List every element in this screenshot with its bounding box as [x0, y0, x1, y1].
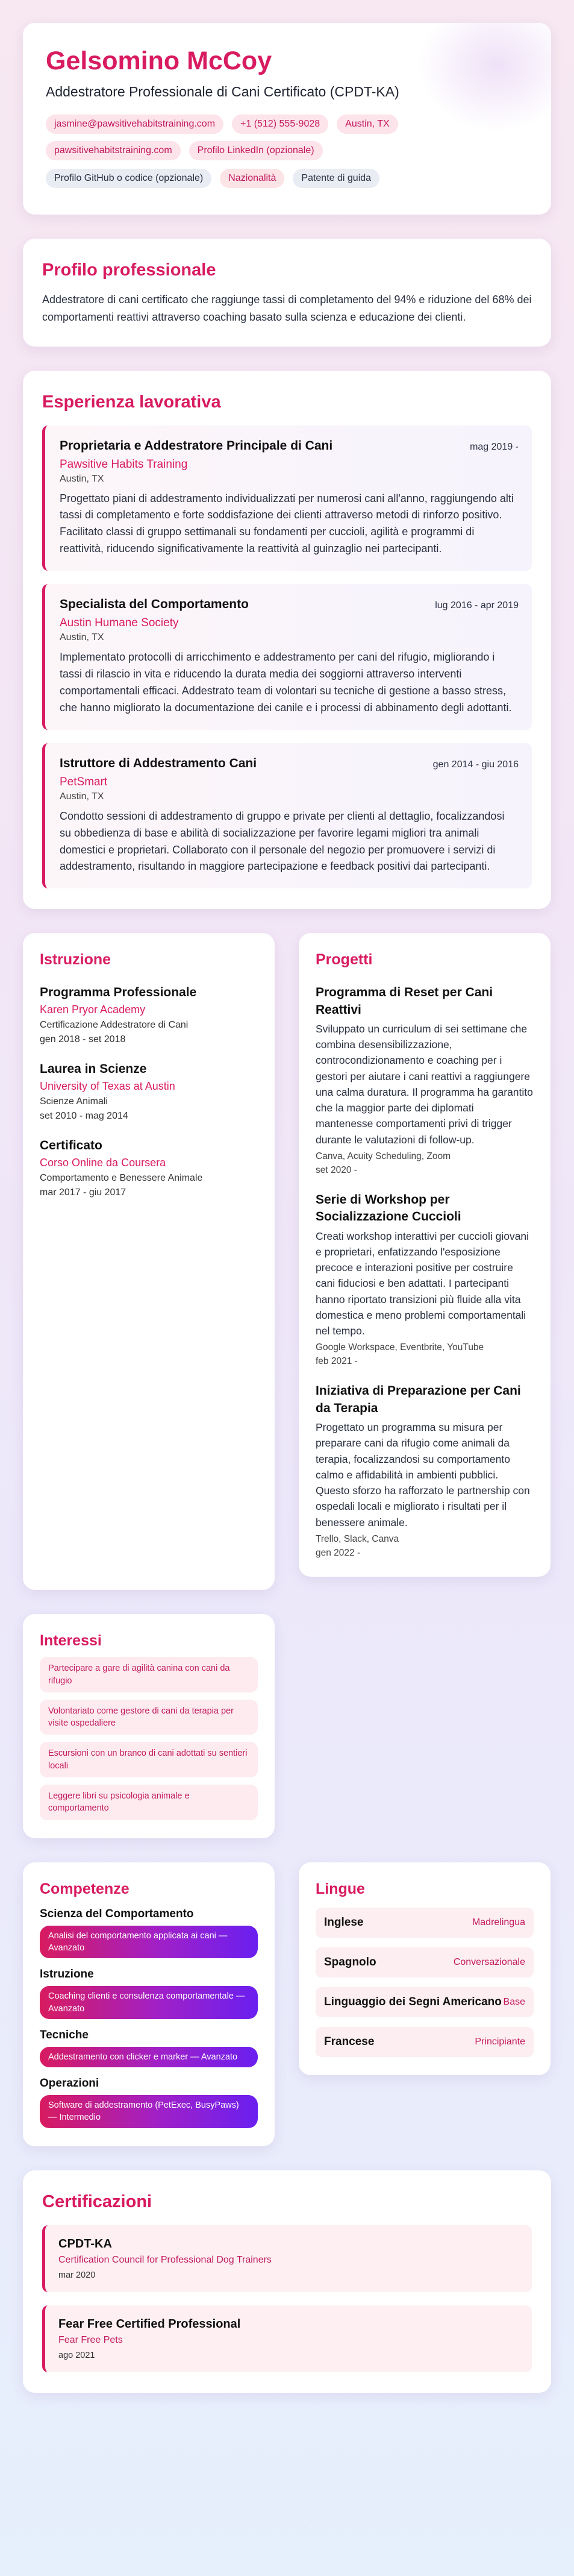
language-item [316, 2027, 534, 2057]
project-entry [316, 1383, 534, 1558]
interests-row [23, 1614, 551, 1838]
education-entry [40, 985, 258, 1045]
extra-chips [46, 169, 528, 188]
candidate-name: Gelsomino McCoy [46, 46, 272, 75]
job-company: Pawsitive Habits Training [60, 457, 188, 471]
header-card [23, 23, 551, 215]
certification-name: Fear Free Certified Professional [58, 2317, 241, 2331]
job-dates: gen 2014 - giu 2016 [432, 759, 519, 770]
language-item [316, 1987, 534, 2017]
skill-category: Scienza del Comportamento [40, 1907, 194, 1920]
job-location: Austin, TX [60, 473, 104, 484]
skill-group [40, 2077, 258, 2128]
project-description: Creati workshop interattivi per cuccioli giovani e proprietari, enfatizzando l'esposizione precoce e interazioni positive per costruire cani fiduciosi e ben adattati. I partecipanti hanno riportato transizioni più fluide alla vita domestica e meno problemi comportamentali nel tempo. [316, 1230, 529, 1337]
education-degree: Laurea in Scienze [40, 1062, 147, 1076]
language-item [316, 1947, 534, 1978]
skill-pill: Addestramento con clicker e marker — Avanzato [40, 2047, 258, 2067]
languages-section [299, 1862, 551, 2075]
skill-pill: Coaching clienti e consulenza comportamentale — Avanzato [40, 1986, 258, 2019]
github-chip[interactable]: Profilo GitHub o codice (opzionale) [46, 169, 211, 188]
education-field: Comportamento e Benessere Animale [40, 1173, 203, 1184]
certifications-title: Certificazioni [42, 2191, 152, 2211]
certifications-section [23, 2170, 551, 2393]
certification-date: ago 2021 [58, 2350, 95, 2360]
education-entry [40, 1139, 258, 1198]
interest-item: Leggere libri su psicologia animale e comportamento [40, 1785, 258, 1820]
education-dates: mar 2017 - giu 2017 [40, 1187, 126, 1198]
language-level: Conversazionale [453, 1956, 525, 1967]
summary-text: Addestratore di cani certificato che raggiunge tassi di completamento del 94% e riduzione del 68% dei comportamenti reattivi attraverso coaching basato sulla scienza e educazione dei clienti. [42, 294, 532, 323]
skills-languages-row [23, 1862, 551, 2146]
projects-section [299, 933, 551, 1577]
email-chip[interactable]: jasmine@pawsitivehabitstraining.com [46, 115, 223, 134]
nationality-chip: Nazionalità [220, 169, 284, 188]
skills-section [23, 1862, 275, 2146]
language-level: Base [503, 1996, 525, 2007]
education-projects-row [23, 933, 551, 1590]
skill-category: Tecniche [40, 2028, 89, 2041]
skill-category: Istruzione [40, 1968, 94, 1981]
language-name: Francese [324, 2035, 375, 2048]
project-tech: Google Workspace, Eventbrite, YouTube [316, 1342, 484, 1353]
job-description: Condotto sessioni di addestramento di gruppo e private per clienti al dettaglio, focalizzandosi su obbedienza di base e abilità di socializzazione per favorire legami migliori tra animali domestici e proprietari. Collaborato con il personale del negozio per promuovere i servizi di addestramento, risultando in maggiore partecipazione e feedback positivi dai partecipanti. [60, 809, 505, 873]
project-dates: set 2020 - [316, 1164, 357, 1175]
linkedin-chip[interactable]: Profilo LinkedIn (opzionale) [189, 141, 323, 160]
project-tech: Trello, Slack, Canva [316, 1533, 399, 1544]
job-entry [42, 743, 532, 889]
job-entry [42, 584, 532, 730]
education-field: Certificazione Addestratore di Cani [40, 1020, 189, 1031]
phone-chip[interactable]: +1 (512) 555-9028 [232, 115, 328, 134]
job-title: Proprietaria e Addestratore Principale di Cani [60, 438, 333, 453]
job-dates: lug 2016 - apr 2019 [435, 600, 519, 611]
certification-issuer: Certification Council for Professional Dog Trainers [58, 2254, 272, 2265]
language-name: Inglese [324, 1915, 364, 1929]
education-section [23, 933, 275, 1590]
interest-item: Volontariato come gestore di cani da terapia per visite ospedaliere [40, 1700, 258, 1735]
job-description: Implementato protocolli di arricchimento e addestramento per cani del rifugio, migliorando i tassi di rilascio in vita e riducendo la durata media dei soggiorni attraverso interventi comportamentali efficaci. Addestrato team di volontari su tecniche di gestione a basso stress, che hanno migliorato la documentazione dei canile e i processi di abbinamento degli adottanti. [60, 651, 512, 714]
education-school: Corso Online da Coursera [40, 1157, 166, 1169]
skills-title: Competenze [40, 1880, 129, 1897]
job-description: Progettato piani di addestramento individualizzati per numerosi cani all'anno, raggiungendo alti tassi di completamento e forte soddisfazione dei clienti attraverso metodi di rinforzo positivo. Facilitato classi di gruppo settimanali su fondamenti per cuccioli, agilità e programmi di reattività, riducendo significativamente la reattività al guinzaglio nei partecipanti. [60, 492, 514, 555]
summary-title: Profilo professionale [42, 260, 216, 280]
job-company: Austin Humane Society [60, 617, 179, 630]
job-dates: mag 2019 - [470, 441, 519, 452]
candidate-title: Addestratore Professionale di Cani Certificato (CPDT-KA) [46, 84, 399, 100]
project-dates: feb 2021 - [316, 1356, 358, 1367]
project-description: Progettato un programma su misura per preparare cani da rifugio come animali da terapia, focalizzandosi su comportamento calmo e affidabilità in ambienti pubblici. Questo sforzo ha rafforzato le partnership con ospedali locali e migliorato i risultati per il benessere animale. [316, 1421, 530, 1528]
language-level: Madrelingua [472, 1917, 525, 1927]
education-degree: Programma Professionale [40, 985, 197, 1000]
location-chip: Austin, TX [337, 115, 398, 134]
project-entry [316, 984, 534, 1176]
skill-category: Operazioni [40, 2077, 99, 2090]
summary-section [23, 239, 551, 347]
certification-entry [42, 2305, 532, 2372]
job-title: Specialista del Comportamento [60, 597, 249, 612]
job-company: PetSmart [60, 775, 108, 788]
skill-group [40, 1908, 258, 1959]
skill-pill: Software di addestramento (PetExec, BusyPaws) — Intermedio [40, 2095, 258, 2128]
interest-item: Partecipare a gare di agilità canina con cani da rifugio [40, 1657, 258, 1692]
interests-section [23, 1614, 275, 1838]
project-tech: Canva, Acuity Scheduling, Zoom [316, 1151, 451, 1161]
experience-section [23, 371, 551, 909]
language-name: Linguaggio dei Segni Americano [324, 1995, 502, 2008]
license-chip: Patente di guida [293, 169, 379, 188]
contact-chips [46, 115, 528, 160]
project-title: Iniziativa di Preparazione per Cani da Terapia [316, 1384, 521, 1415]
language-item [316, 1908, 534, 1938]
education-dates: set 2010 - mag 2014 [40, 1111, 128, 1122]
interests-title: Interessi [40, 1632, 102, 1650]
certification-date: mar 2020 [58, 2270, 96, 2280]
certification-name: CPDT-KA [58, 2237, 112, 2251]
education-dates: gen 2018 - set 2018 [40, 1034, 126, 1045]
certification-issuer: Fear Free Pets [58, 2334, 123, 2345]
project-title: Programma di Reset per Cani Reattivi [316, 985, 493, 1017]
experience-title: Esperienza lavorativa [42, 392, 221, 412]
education-school: University of Texas at Austin [40, 1080, 175, 1093]
project-dates: gen 2022 - [316, 1547, 361, 1558]
skill-group [40, 2029, 258, 2067]
job-title: Istruttore di Addestramento Cani [60, 756, 257, 770]
project-title: Serie di Workshop per Socializzazione Cuccioli [316, 1192, 461, 1224]
certification-entry [42, 2225, 532, 2292]
education-school: Karen Pryor Academy [40, 1004, 146, 1016]
education-degree: Certificato [40, 1139, 102, 1153]
job-location: Austin, TX [60, 791, 104, 802]
education-entry [40, 1062, 258, 1122]
education-title: Istruzione [40, 951, 111, 969]
job-entry [42, 426, 532, 571]
language-level: Principiante [475, 2036, 525, 2047]
project-entry [316, 1192, 534, 1367]
projects-title: Progetti [316, 951, 373, 969]
skill-group [40, 1968, 258, 2019]
skill-pill: Analisi del comportamento applicata ai cani — Avanzato [40, 1926, 258, 1959]
education-field: Scienze Animali [40, 1096, 108, 1107]
website-chip[interactable]: pawsitivehabitstraining.com [46, 141, 181, 160]
languages-title: Lingue [316, 1880, 365, 1897]
language-name: Spagnolo [324, 1955, 376, 1968]
project-description: Sviluppato un curriculum di sei settimane che combina desensibilizzazione, controcondizionamento e coaching per i gestori per aiutare i cani reattivi a raggiungere una calma duratura. Il programma ha garantito che la maggior parte dei diplomati mantenesse comportamenti privi di trigger durante le valutazioni di follow-up. [316, 1022, 533, 1146]
job-location: Austin, TX [60, 632, 104, 643]
interest-item: Escursioni con un branco di cani adottati su sentieri locali [40, 1742, 258, 1777]
